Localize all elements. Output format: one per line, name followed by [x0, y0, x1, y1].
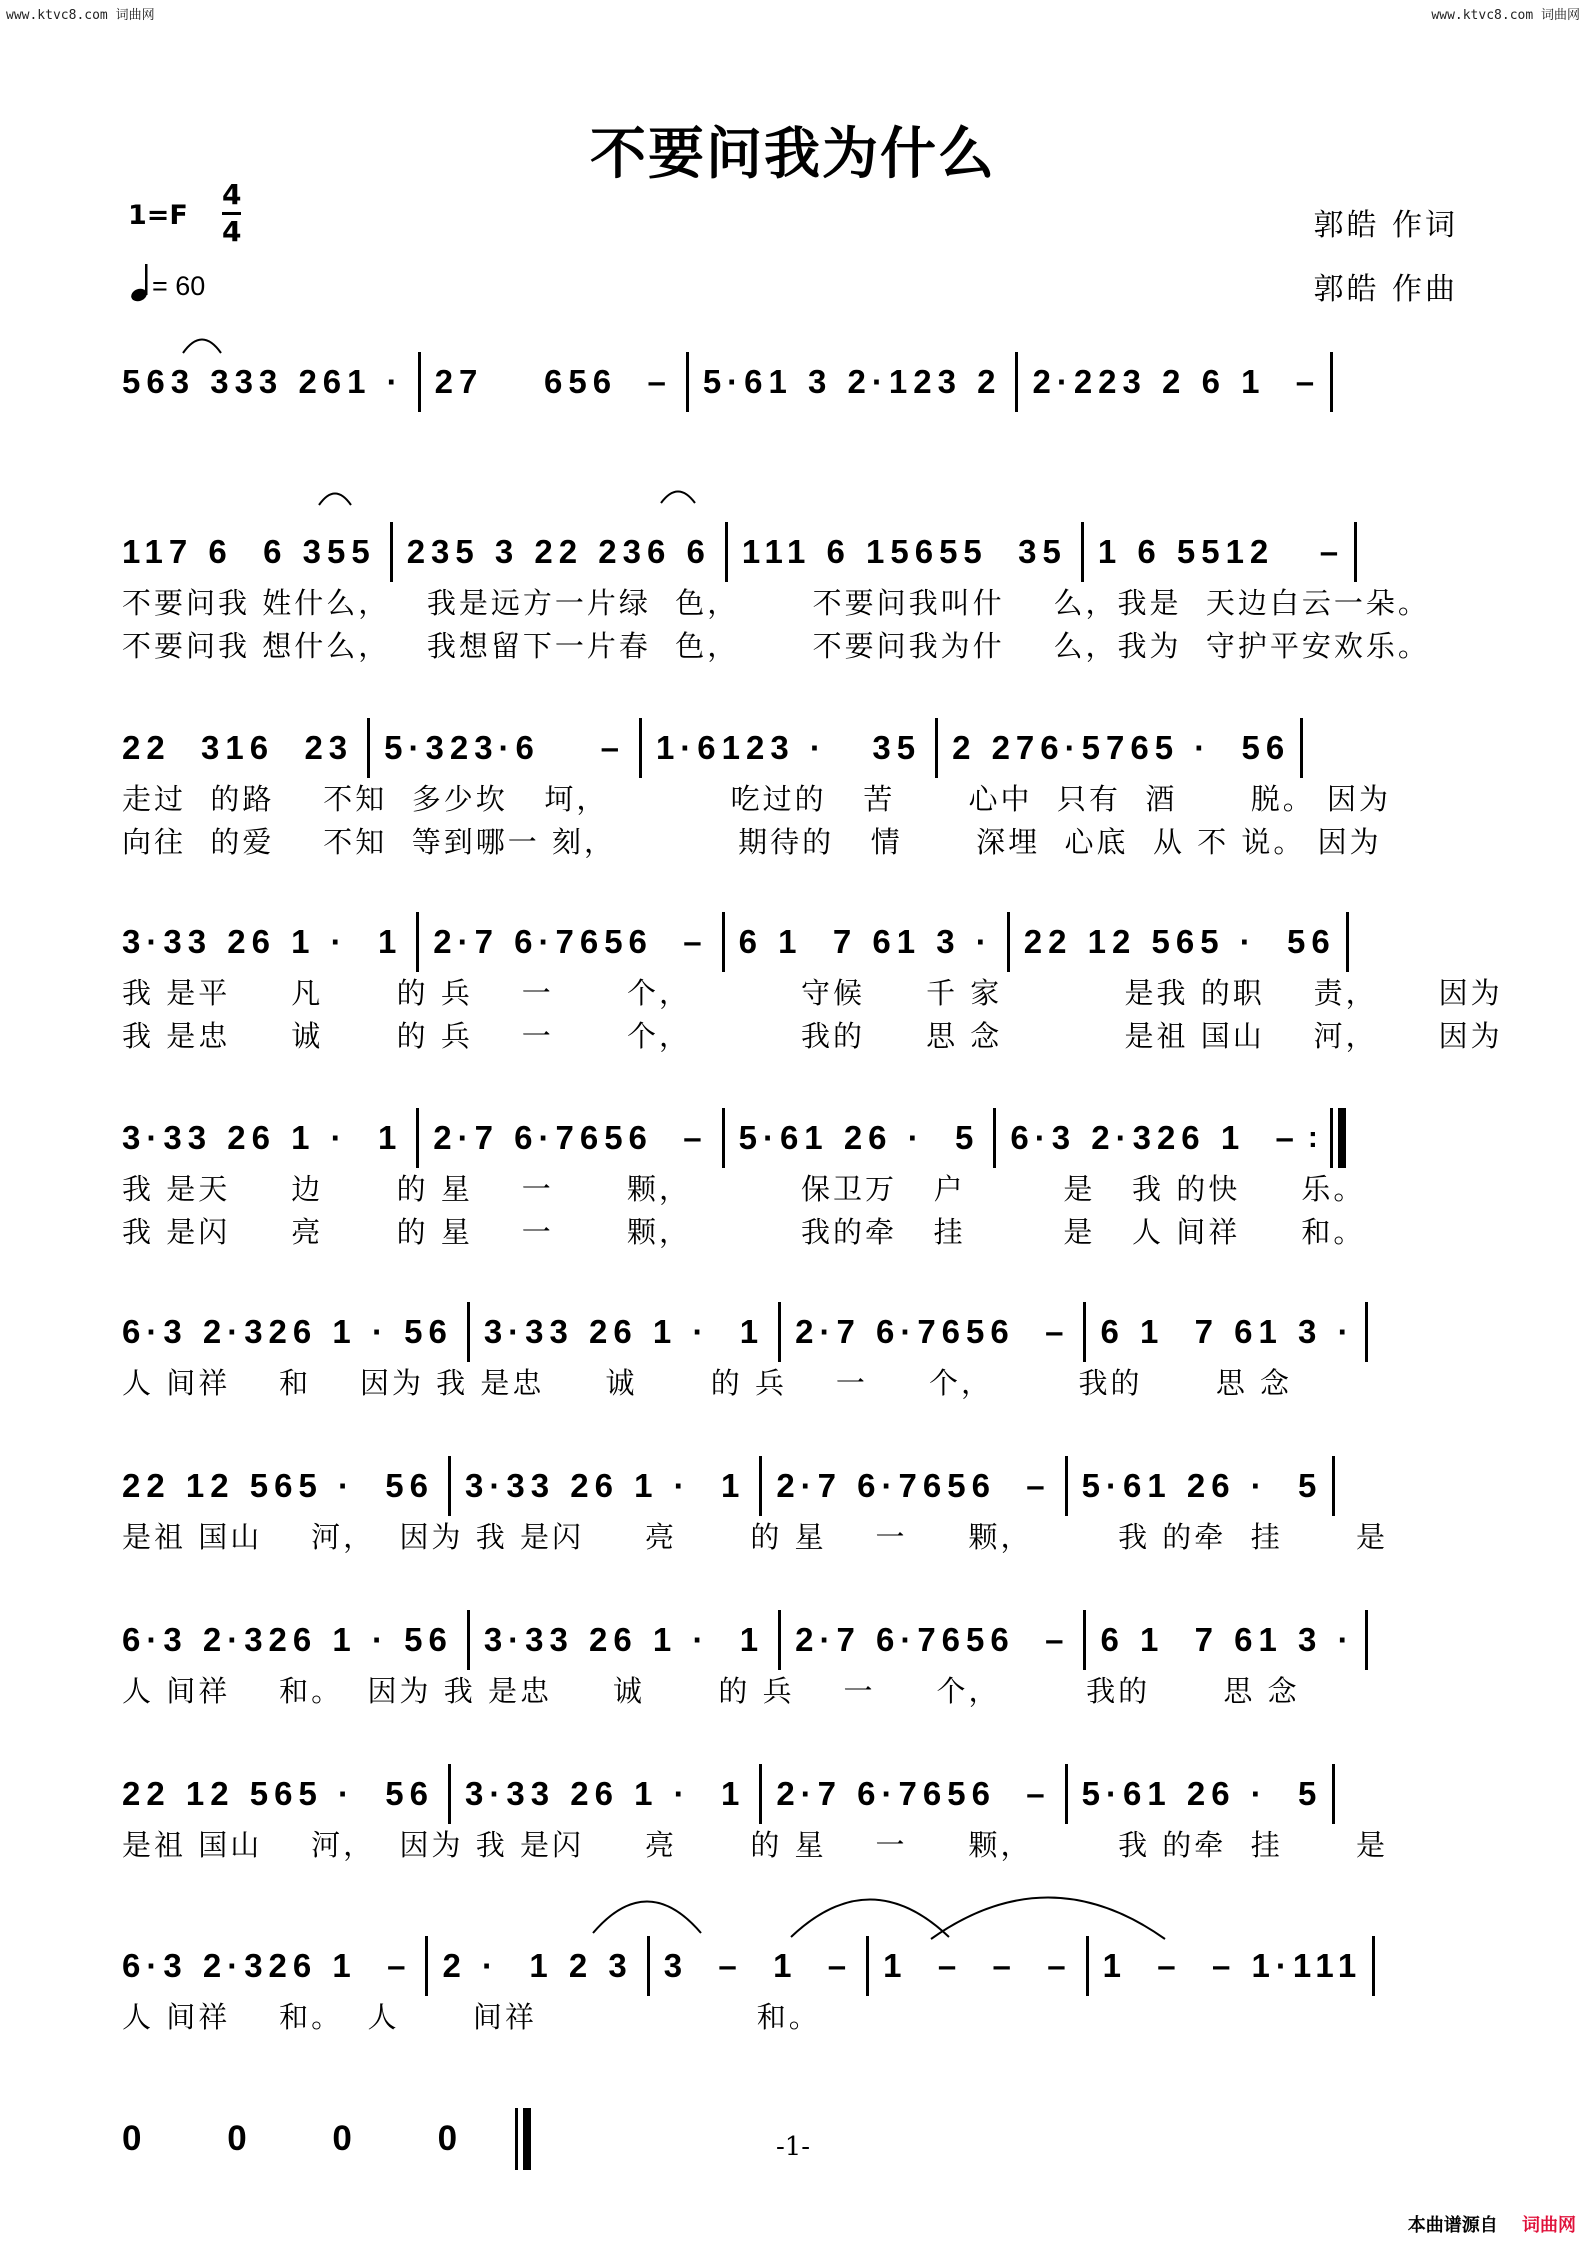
- lyric-line-1: 是祖 国山 河， 因为 我 是闪 亮 的 星 一 颗， 我 的牵 挂 是: [122, 1520, 1389, 1554]
- system-5: [122, 1108, 1462, 1254]
- measure: 2 276·5765 · 56: [952, 729, 1291, 766]
- barline: [1300, 718, 1303, 778]
- slur-icon: [930, 1896, 1166, 1940]
- barline: [467, 1302, 470, 1362]
- barline: [1007, 912, 1010, 972]
- barline: [367, 718, 370, 778]
- lyric-line-2: 不要问我 想什么， 我想留下一片春 色， 不要问我为什 么，我为 守护平安欢乐。: [122, 629, 1430, 663]
- measure: 22 12 565 · 56: [122, 1467, 435, 1504]
- lyric-line-2: 我 是忠 诚 的 兵 一 个， 我的 思 念 是祖 国山 河， 因为: [122, 1019, 1503, 1053]
- lyric-line-1: 不要问我 姓什么， 我是远方一片绿 色， 不要问我叫什 么，我是 天边白云一朵。: [122, 586, 1430, 620]
- system-10: [122, 1936, 1462, 2039]
- watermark-left: www.ktvc8.com 词曲网: [6, 8, 155, 23]
- measure: 2 · 1 2 3: [442, 1947, 633, 1984]
- barline: [639, 718, 642, 778]
- song-title: 不要问我为什么: [590, 121, 996, 187]
- measure: 111 6 15655 35: [741, 533, 1067, 570]
- system-6: [122, 1302, 1462, 1405]
- repeat-end-barline: [1308, 1108, 1346, 1168]
- barline: [866, 1936, 869, 1996]
- barline: [1081, 522, 1084, 582]
- barline: [1332, 1764, 1335, 1824]
- measure: 6·3 2·326 1 · 56: [122, 1313, 453, 1350]
- barline: [390, 522, 393, 582]
- measure: 563 333 261 ·: [122, 363, 404, 400]
- barline-thin: [1330, 1108, 1333, 1168]
- key-signature: 1=F: [128, 200, 188, 231]
- measure: 6·3 2·326 1 · 56: [122, 1621, 453, 1658]
- measure: 5·323·6 –: [384, 729, 625, 766]
- measure: 3·33 26 1 · 1: [483, 1313, 765, 1350]
- time-signature-top: 4: [222, 178, 241, 215]
- lyric-line-1: 人 间祥 和。 人 间祥 和。: [122, 2000, 821, 2034]
- barline: [418, 352, 421, 412]
- notes-line: [122, 1456, 1462, 1516]
- system-7: [122, 1456, 1462, 1559]
- measure: 6 1 7 61 3 ·: [1100, 1621, 1355, 1658]
- measure: 1 – – –: [883, 1947, 1072, 1984]
- barline: [778, 1302, 781, 1362]
- measure: 27 656 –: [434, 363, 672, 400]
- slur-icon: [318, 492, 352, 506]
- notes-line: [122, 912, 1462, 972]
- measure: 2·7 6·7656 –: [795, 1313, 1070, 1350]
- system-8: [122, 1610, 1462, 1713]
- composer-credit: 郭皓 作曲: [1313, 272, 1458, 307]
- barline: [1015, 352, 1018, 412]
- measure: 2·7 6·7656 –: [795, 1621, 1070, 1658]
- barline: [1332, 1456, 1335, 1516]
- measure: 6 1 7 61 3 ·: [1100, 1313, 1355, 1350]
- footer: [1408, 2211, 1576, 2237]
- barline: [467, 1610, 470, 1670]
- barline: [1083, 1302, 1086, 1362]
- measure: 6·3 2·326 1 –: [122, 1947, 412, 1984]
- tempo-value: = 60: [152, 271, 206, 301]
- slur-icon: [660, 490, 696, 504]
- barline: [448, 1764, 451, 1824]
- barline: [1330, 352, 1333, 412]
- barline: [416, 912, 419, 972]
- measure: 22 12 565 · 56: [122, 1775, 435, 1812]
- measure: 22 316 23: [122, 729, 354, 766]
- measure: 6·3 2·326 1 –: [1010, 1119, 1300, 1156]
- lyric-line-1: 我 是平 凡 的 兵 一 个， 守候 千 家 是我 的职 责， 因为: [122, 976, 1503, 1010]
- rest-notes: 0 0 0 0: [122, 2119, 496, 2158]
- system-9: [122, 1764, 1462, 1867]
- measure: 117 6 6 355: [122, 533, 376, 570]
- measure: 5·61 3 2·123 2: [702, 363, 1002, 400]
- measure: 3·33 26 1 · 1: [465, 1775, 746, 1812]
- barline: [759, 1764, 762, 1824]
- lyricist-credit: 郭皓 作词: [1313, 208, 1458, 243]
- system-3: [122, 718, 1462, 864]
- barline: [1065, 1764, 1068, 1824]
- lyric-line-1: 走过 的路 不知 多少坎 坷， 吃过的 苦 心中 只有 酒 脱。 因为: [122, 782, 1391, 816]
- notes-line: [122, 352, 1462, 412]
- measure: 22 12 565 · 56: [1023, 923, 1336, 960]
- measure: 1 – – 1·111: [1102, 1947, 1363, 1984]
- measure: 2·7 6·7656 –: [776, 1467, 1051, 1504]
- barline: [722, 1108, 725, 1168]
- barline: [1365, 1610, 1368, 1670]
- notes-line: [122, 522, 1462, 582]
- watermark-right: www.ktvc8.com 词曲网: [1431, 8, 1580, 23]
- barline: [935, 718, 938, 778]
- barline: [1372, 1936, 1375, 1996]
- measure: 2·7 6·7656 –: [776, 1775, 1051, 1812]
- page-number: -1-: [775, 2132, 811, 2162]
- measure: 3·33 26 1 · 1: [122, 1119, 403, 1156]
- measure: 2·7 6·7656 –: [433, 923, 708, 960]
- lyric-line-1: 我 是天 边 的 星 一 颗， 保卫万 户 是 我 的快 乐。: [122, 1172, 1366, 1206]
- barline: [993, 1108, 996, 1168]
- barline: [722, 912, 725, 972]
- barline: [1346, 912, 1349, 972]
- barline: [1065, 1456, 1068, 1516]
- barline: [647, 1936, 650, 1996]
- barline: [416, 1108, 419, 1168]
- footer-source: 本曲谱源自: [1407, 2215, 1498, 2236]
- notes-line: [122, 1764, 1462, 1824]
- notes-line: [122, 1108, 1462, 1168]
- measure: 3·33 26 1 · 1: [465, 1467, 746, 1504]
- barline: [1083, 1610, 1086, 1670]
- barline: [778, 1610, 781, 1670]
- measure: 235 3 22 236 6: [406, 533, 711, 570]
- tempo-marking: [130, 262, 205, 302]
- system-1: [122, 352, 1462, 412]
- notes-line: [122, 1302, 1462, 1362]
- measure: 1 6 5512 –: [1097, 533, 1345, 570]
- barline: [725, 522, 728, 582]
- lyric-line-1: 人 间祥 和 因为 我 是忠 诚 的 兵 一 个， 我的 思 念: [122, 1366, 1293, 1400]
- barline: [425, 1936, 428, 1996]
- barline: [448, 1456, 451, 1516]
- system-4: [122, 912, 1503, 1058]
- repeat-dots-icon: :: [1307, 1121, 1324, 1154]
- quarter-note-icon: [130, 262, 152, 302]
- barline: [759, 1456, 762, 1516]
- barline: [1365, 1302, 1368, 1362]
- barline: [686, 352, 689, 412]
- notes-line: [122, 1610, 1462, 1670]
- lyric-line-1: 是祖 国山 河， 因为 我 是闪 亮 的 星 一 颗， 我 的牵 挂 是: [122, 1828, 1389, 1862]
- measure: 3 – 1 –: [663, 1947, 853, 1984]
- notes-line: [122, 1936, 1462, 1996]
- measure: 2·7 6·7656 –: [433, 1119, 708, 1156]
- slur-icon: [592, 1900, 702, 1934]
- measure: 3·33 26 1 · 1: [122, 923, 403, 960]
- lyric-line-2: 我 是闪 亮 的 星 一 颗， 我的牵 挂 是 人 间祥 和。: [122, 1215, 1366, 1249]
- slur-icon: [790, 1898, 950, 1938]
- time-signature-bottom: 4: [222, 215, 242, 248]
- measure: 1·6123 · 35: [655, 729, 922, 766]
- system-2: [122, 522, 1462, 668]
- lyric-line-2: 向往 的爱 不知 等到哪一 刻， 期待的 情 深埋 心底 从 不 说。 因为: [122, 825, 1382, 859]
- notes-line: [122, 718, 1462, 778]
- measure: 5·61 26 · 5: [738, 1119, 980, 1156]
- measure: 2·223 2 6 1 –: [1032, 363, 1321, 400]
- time-signature: [222, 178, 241, 249]
- lyric-line-1: 人 间祥 和。 因为 我 是忠 诚 的 兵 一 个， 我的 思 念: [122, 1674, 1300, 1708]
- measure: 5·61 26 · 5: [1081, 1775, 1323, 1812]
- measure: 3·33 26 1 · 1: [483, 1621, 765, 1658]
- slur-icon: [182, 338, 222, 354]
- barline: [1086, 1936, 1089, 1996]
- barline-thick: [1338, 1108, 1346, 1168]
- footer-brand: 词曲网: [1522, 2215, 1576, 2236]
- measure: 5·61 26 · 5: [1081, 1467, 1323, 1504]
- measure: 6 1 7 61 3 ·: [738, 923, 993, 960]
- barline: [1354, 522, 1357, 582]
